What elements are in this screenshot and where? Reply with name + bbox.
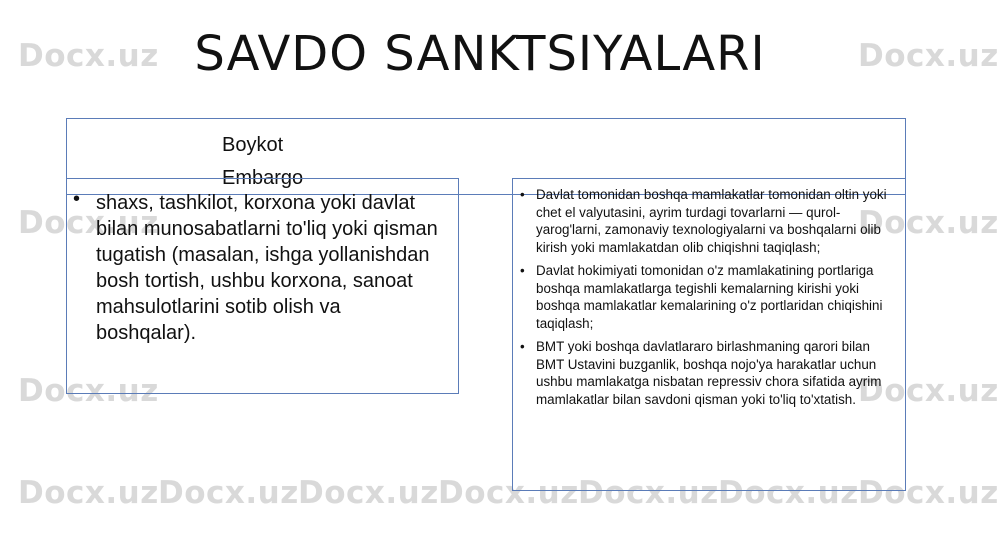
bullet-icon: •	[73, 188, 81, 210]
header-label-boykot: Boykot	[222, 134, 284, 156]
bullet-icon: •	[520, 339, 525, 354]
watermark: Docx.uz	[858, 205, 999, 241]
list-item	[520, 186, 900, 256]
watermark: Docx.uz	[438, 475, 579, 511]
watermark: Docx.uz	[578, 475, 719, 511]
watermark: Docx.uz	[18, 38, 159, 74]
list-item-text: BMT yoki boshqa davlatlararo birlashmaning qarori bilan BMT Ustavini buzganlik, boshqa nojo'ya harakatlar uchun ushbu mamlakatga nisbatan repressiv chora sifatida ayrim mamlakatlar bilan savdoni qisman yoki to'liq to'xtatish.	[536, 339, 882, 407]
embargo-definition-list	[520, 186, 900, 414]
boykot-definition-text: shaxs, tashkilot, korxona yoki davlat bilan munosabatlarni to'liq yoki qisman tugatish (masalan, ishga yollanishdan bosh tortish, ushbu korxona, sanoat mahsulotlarini sotib olish va boshqalar).	[96, 192, 438, 344]
watermark: Docx.uz	[18, 475, 159, 511]
list-item-text: Davlat hokimiyati tomonidan o'z mamlakatining portlariga boshqa mamlakatlarga tegishli kemalarning kirishi yoki boshqa mamlakatlar kemalarining o'z portlaridan chiqishini taqiqlash;	[536, 263, 883, 331]
watermark: Docx.uz	[18, 373, 159, 409]
watermark: Docx.uz	[858, 475, 999, 511]
bullet-icon: •	[520, 263, 525, 278]
list-item-text: Davlat tomonidan boshqa mamlakatlar tomonidan oltin yoki chet el valyutasini, ayrim turdagi tovarlarni — qurol-yarog'larni, zamonaviy texnologiyalarni va boshqalarni olib kirish yoki mamlakatdan olib chiqishni taqiqlash;	[536, 187, 887, 255]
watermark: Docx.uz	[858, 373, 999, 409]
bullet-icon: •	[520, 187, 525, 202]
watermark: Docx.uz	[718, 475, 859, 511]
watermark: Docx.uz	[858, 38, 999, 74]
header-label-embargo: Embargo	[222, 167, 304, 189]
watermark: Docx.uz	[158, 475, 299, 511]
watermark: Docx.uz	[18, 205, 159, 241]
watermark: Docx.uz	[298, 475, 439, 511]
page-title: SAVDO SANKTSIYALARI	[194, 26, 766, 82]
list-item	[520, 338, 900, 408]
list-item	[520, 262, 900, 332]
